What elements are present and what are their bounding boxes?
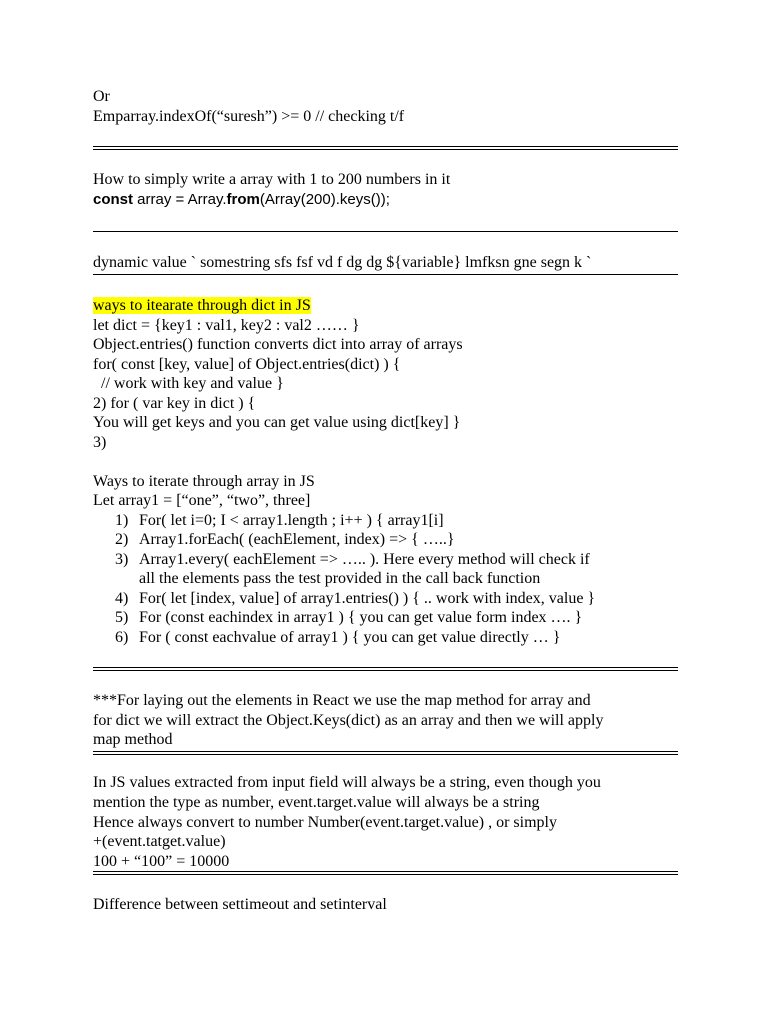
keyword: from xyxy=(226,191,260,208)
list-item xyxy=(115,550,590,570)
list-number: 6) xyxy=(115,629,129,646)
text-line: Or xyxy=(93,88,110,105)
list-item xyxy=(115,530,455,550)
divider-single xyxy=(93,231,678,232)
text-line: +(event.tatget.value) xyxy=(93,833,226,850)
divider-double xyxy=(93,871,678,875)
divider-double xyxy=(93,667,678,671)
list-number: 2) xyxy=(115,531,129,548)
list-number: 4) xyxy=(115,590,129,607)
text-line: let dict = {key1 : val1, key2 : val2 …… } xyxy=(93,317,360,334)
text-line: Let array1 = [“one”, “two”, three] xyxy=(93,492,311,509)
code-line xyxy=(93,190,390,210)
list-item xyxy=(115,511,444,531)
list-number: 3) xyxy=(115,551,129,568)
text-line: 2) for ( var key in dict ) { xyxy=(93,395,256,412)
list-item xyxy=(115,589,595,609)
text-line: for( const [key, value] of Object.entries(dict) ) { xyxy=(93,356,401,373)
text-line: map method xyxy=(93,731,173,748)
list-text: For( let [index, value] of array1.entries() ) { .. work with index, value } xyxy=(139,590,596,607)
text-line: dynamic value ` somestring sfs fsf vd f dg dg ${variable} lmfksn gne segn k ` xyxy=(93,254,592,271)
text-line: mention the type as number, event.target.value will always be a string xyxy=(93,794,540,811)
text-line: 3) xyxy=(93,434,107,451)
list-number: 5) xyxy=(115,609,129,626)
text-line: Emparray.indexOf(“suresh”) >= 0 // checking t/f xyxy=(93,108,405,125)
list-text: For (const eachindex in array1 ) { you can get value form index …. } xyxy=(139,609,583,626)
text-line: Difference between settimeout and setinterval xyxy=(93,896,387,913)
list-item xyxy=(115,628,560,648)
list-item-continuation: all the elements pass the test provided in the call back function xyxy=(139,570,541,587)
divider-double xyxy=(93,751,678,755)
list-text: Array1.every( eachElement => ….. ). Here every method will check if xyxy=(139,551,590,568)
list-text: For ( const eachvalue of array1 ) { you can get value directly … } xyxy=(139,629,561,646)
divider-double xyxy=(93,146,678,150)
keyword: const xyxy=(93,191,134,208)
divider-single xyxy=(93,274,678,275)
text-line: for dict we will extract the Object.Keys(dict) as an array and then we will apply xyxy=(93,712,604,729)
list-text: For( let i=0; I < array1.length ; i++ ) { array1[i] xyxy=(139,512,444,529)
list-text: Array1.forEach( (eachElement, index) => { …..} xyxy=(139,531,455,548)
text-line: How to simply write a array with 1 to 200 numbers in it xyxy=(93,171,451,188)
list-number: 1) xyxy=(115,512,129,529)
text-line: Hence always convert to number Number(event.target.value) , or simply xyxy=(93,814,557,831)
section-heading: Ways to iterate through array in JS xyxy=(93,473,315,490)
text-line: You will get keys and you can get value using dict[key] } xyxy=(93,414,461,431)
text-line: // work with key and value } xyxy=(93,375,284,392)
list-item xyxy=(115,608,582,628)
section-heading xyxy=(93,296,311,316)
text-line: 100 + “100” = 10000 xyxy=(93,853,230,870)
code-text: array = Array. xyxy=(133,191,227,208)
text-line: ***For laying out the elements in React we use the map method for array and xyxy=(93,692,591,709)
text-line: Object.entries() function converts dict into array of arrays xyxy=(93,336,463,353)
highlighted-heading: ways to itearate through dict in JS xyxy=(93,297,311,314)
code-text: (Array(200).keys()); xyxy=(259,191,390,208)
text-line: In JS values extracted from input field will always be a string, even though you xyxy=(93,774,601,791)
